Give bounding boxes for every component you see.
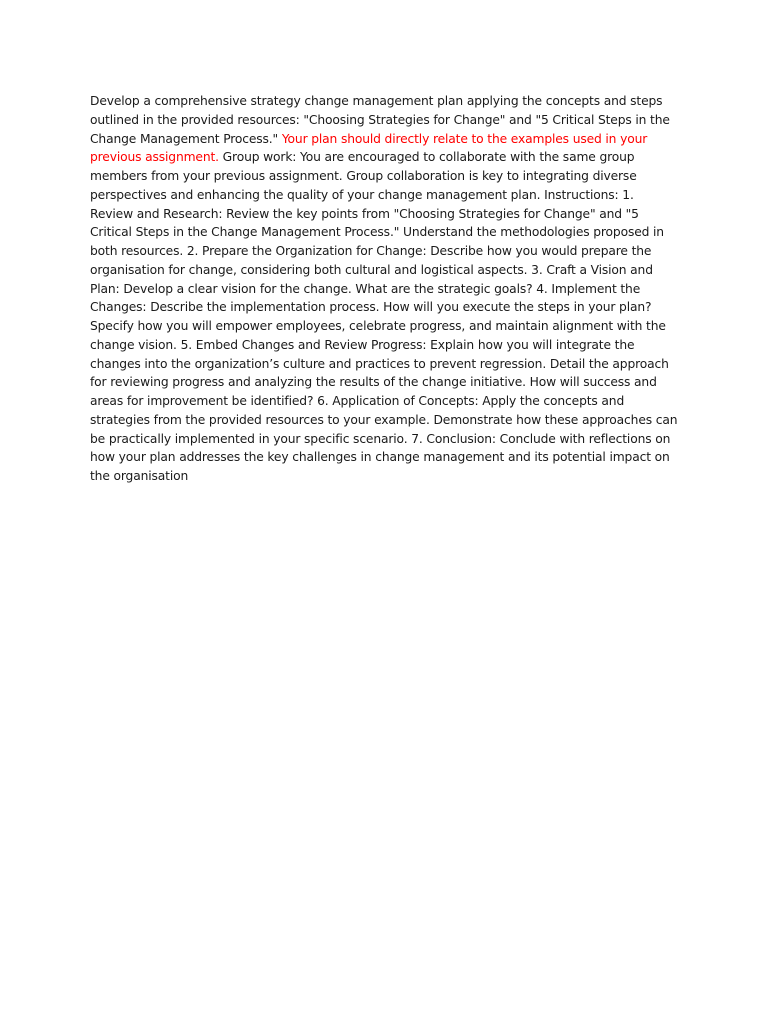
highlighted-instruction-text: Your plan should directly relate to the examples used in your previous assignment. — [90, 131, 648, 165]
paragraph-body-text: Group work: You are encouraged to collaborate with the same group members from your previous assignment. Group collaboration is key to integrating diverse perspectives and enhancing the quality of your change management plan. Instructions: 1. Review and Research: Review the key points from "Choosing Strategies for Change" and "5 Critical Steps in the Change Management Process." Understand the methodologies proposed in both resources. 2. Prepare the Organization for Change: Describe how you would prepare the organisation for change, considering both cultural and logistical aspects. 3. Craft a Vision and Plan: Develop a clear vision for the change. What are the strategic goals? 4. Implement the Changes: Describe the implementation process. How will you execute the steps in your plan? Specify how you will empower employees, celebrate progress, and maintain alignment with the change vision. 5. Embed Changes and Review Progress: Explain how you will integrate the changes into the organization’s culture and practices to prevent regression. Detail the approach for reviewing progress and analyzing the results of the change initiative. How will success and areas for improvement be identified? 6. Application of Concepts: Apply the concepts and strategies from the provided resources to your example. Demonstrate how these approaches can be practically implemented in your specific scenario. 7. Conclusion: Conclude with reflections on how your plan addresses the key challenges in change management and its potential impact on the organisation — [90, 150, 678, 483]
assignment-paragraph — [90, 92, 680, 486]
paragraph-intro-text: Develop a comprehensive strategy change management plan applying the concepts and steps outlined in the provided resources: "Choosing Strategies for Change" and "5 Critical Steps in the Change Management Process." — [90, 94, 670, 146]
